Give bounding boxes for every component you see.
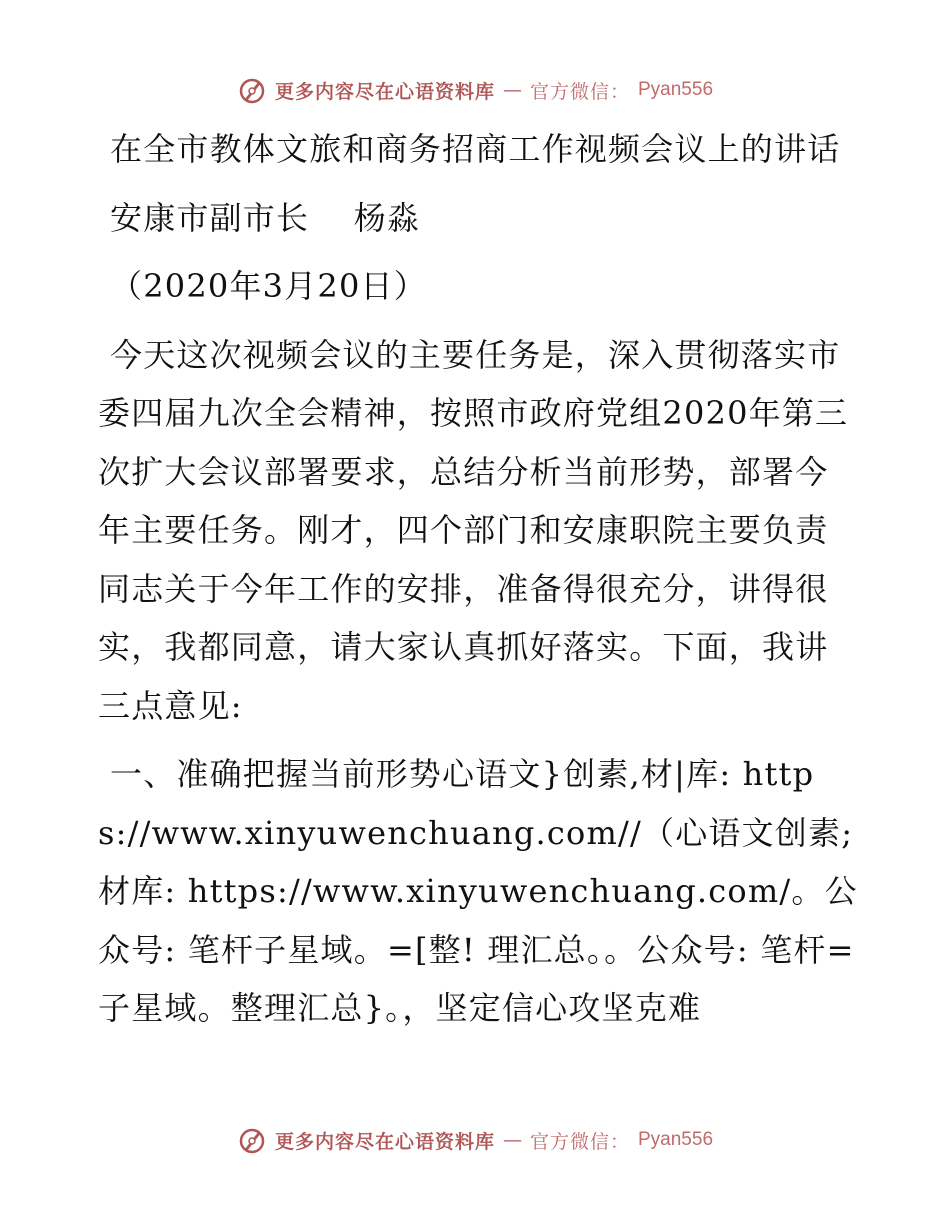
watermark-dash: — (502, 79, 522, 101)
watermark-text: 更多内容尽在心语资料库 (274, 80, 495, 103)
watermark-dash: — (502, 1129, 522, 1151)
watermark-text: 更多内容尽在心语资料库 (274, 1130, 495, 1153)
quill-circle-icon (237, 75, 267, 105)
document-body (98, 120, 858, 1038)
paragraph: 今天这次视频会议的主要任务是，深入贯彻落实市委四届九次全会精神，按照市政府党组2020年第三次扩大会议部署要求，总结分析当前形势，部署今年主要任务。刚才，四个部门和安康职院主要负责同志关于今年工作的安排，准备得很充分，讲得很实，我都同意，请大家认真抓好落实。下面，我讲三点意见: (98, 335, 849, 725)
watermark-contact-id: Pyan556 (638, 79, 714, 100)
document-title: 在全市教体文旅和商务招商工作视频会议上的讲话 (110, 130, 841, 168)
watermark-contact-id: Pyan556 (638, 1129, 714, 1150)
paragraph: 一、准确把握当前形势心语文}创素,材|库: https://www.xinyuwenchuang.com//（心语文创素;材库: https://www.xinyuwenchuang.com/。公众号: 笔杆子星域。=[整! 理汇总。。公众号: 笔杆=子星域。整理汇总}。，坚定信心攻坚克难 (98, 755, 858, 1027)
quill-circle-icon (237, 1125, 267, 1155)
watermark-footer (0, 1120, 950, 1160)
watermark-contact-label: 官方微信： (529, 80, 630, 103)
document-date: （2020年3月20日） (110, 267, 427, 305)
watermark-contact-label: 官方微信： (529, 1130, 630, 1153)
document-author: 安康市副市长 杨淼 (110, 198, 421, 237)
watermark-header (0, 70, 950, 110)
